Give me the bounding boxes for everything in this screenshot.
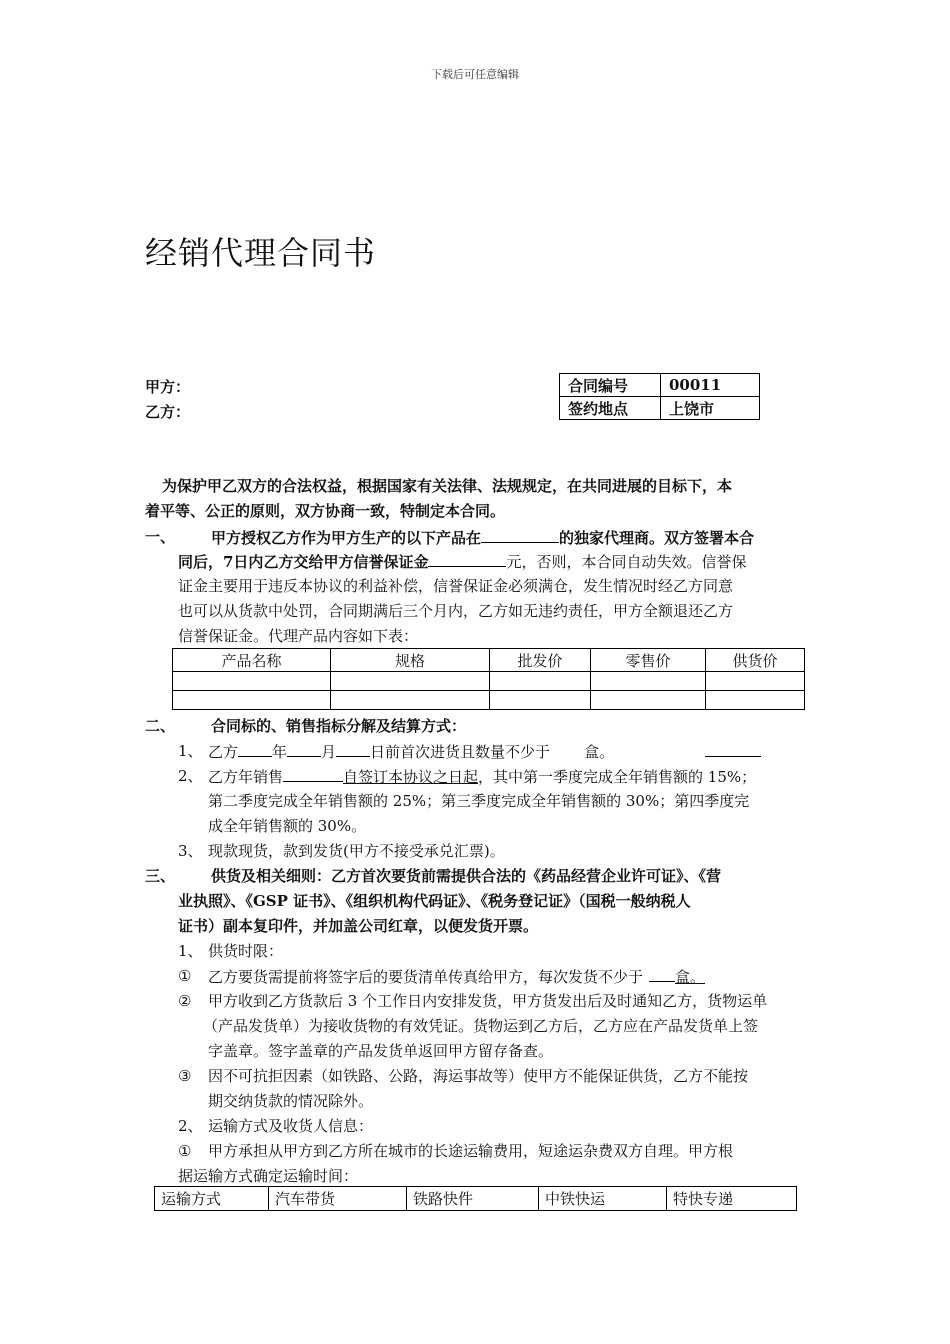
section-3-sub-1-number: 1、	[178, 942, 203, 960]
section-2-item-2-line-3: 成全年销售额的 30%。	[208, 817, 367, 835]
year-blank	[238, 741, 272, 757]
table-row	[560, 397, 760, 420]
section-3-line-2: 业执照》、《GSP 证书》、《组织机构代码证》、《税务登记证》（国税一般纳税人	[178, 892, 691, 910]
table-row	[173, 691, 805, 710]
region-blank	[481, 527, 559, 543]
table-cell	[173, 691, 331, 710]
wholesale-price-header: 批发价	[490, 649, 591, 672]
transport-option-crct: 中铁快运	[539, 1187, 667, 1211]
clause-2-line-2: （产品发货单）为接收货物的有效凭证。货物运到乙方后，乙方应在产品发货单上签	[203, 1017, 759, 1035]
section-1-line-1-b: 的独家代理商。双方签署本合	[559, 529, 755, 547]
clause-3-number: ③	[178, 1067, 192, 1085]
quantity-blank	[649, 966, 675, 982]
section-1-line-2-b: 元，否则，本合同自动失效。信誉保	[506, 553, 747, 571]
clause-1-unit: 盒。	[675, 968, 706, 986]
clause-2-line-1: 甲方收到乙方货款后 3 个工作日内安排发货，甲方货发出后及时通知乙方，货物运单	[208, 992, 768, 1010]
clause-3-line-1: 因不可抗拒因素（如铁路、公路，海运事故等）使甲方不能保证供货，乙方不能按	[208, 1067, 749, 1085]
item-1-text-a: 乙方	[208, 743, 239, 761]
deposit-blank	[428, 551, 506, 567]
table-cell	[331, 691, 490, 710]
table-header-row	[173, 649, 805, 672]
clause-3-line-2: 期交纳货款的情况除外。	[208, 1092, 374, 1110]
section-2-item-1	[208, 741, 614, 762]
item-1-text-d: 日前首次进货且数量不少于	[370, 743, 551, 761]
section-2-item-1-number: 1、	[178, 742, 203, 760]
table-row	[173, 672, 805, 691]
item-2-text-a: 乙方年销售	[208, 768, 284, 786]
item-2-text-b: ，其中第一季度完成全年销售额的 15%；	[478, 768, 757, 786]
section-1-line-3: 证金主要用于违反本协议的利益补偿，信誉保证金必须满仓，发生情况时经乙方同意	[178, 577, 734, 595]
clause-1-text: 乙方要货需提前将签字后的要货清单传真给甲方，每次发货不少于	[208, 968, 644, 986]
document-title: 经销代理合同书	[145, 234, 377, 272]
party-a-label: 甲方：	[145, 378, 191, 396]
clause-1-number: ①	[178, 967, 192, 985]
section-1-line-5: 信誉保证金。代理产品内容如下表：	[178, 627, 419, 645]
spec-header: 规格	[331, 649, 490, 672]
section-3-line-3: 证书）副本复印件，并加盖公司红章，以便发货开票。	[178, 917, 539, 935]
clause-1	[208, 966, 705, 987]
clause-d1-line-1: 甲方承担从甲方到乙方所在城市的长途运输费用，短途运杂费双方自理。甲方根	[208, 1142, 734, 1160]
table-cell	[591, 672, 706, 691]
clause-d1-number: ①	[178, 1142, 192, 1160]
section-3-sub-1: 供货时限：	[208, 942, 284, 960]
transport-option-rail-express: 铁路快件	[407, 1187, 539, 1211]
day-blank	[336, 741, 370, 757]
transport-table	[154, 1186, 797, 1211]
supply-price-header: 供货价	[706, 649, 805, 672]
transport-option-ems: 特快专递	[667, 1187, 797, 1211]
contract-number-value: 00011	[661, 374, 760, 397]
table-cell	[331, 672, 490, 691]
section-2-title: 合同标的、销售指标分解及结算方式：	[211, 717, 467, 735]
section-1-line-1	[211, 527, 754, 548]
item-1-trailing-blank	[705, 741, 761, 762]
section-2-item-2-line-2: 第二季度完成全年销售额的 25%；第三季度完成全年销售额的 30%；第四季度完	[208, 792, 750, 810]
table-cell	[490, 691, 591, 710]
table-cell	[173, 672, 331, 691]
table-cell	[706, 691, 805, 710]
section-2-item-3: 现款现货，款到发货(甲方不接受承兑汇票)。	[208, 842, 505, 860]
product-table	[172, 648, 805, 710]
item-1-text-e: 盒。	[584, 743, 615, 761]
signing-place-label: 签约地点	[560, 397, 661, 420]
table-cell	[490, 672, 591, 691]
table-row	[560, 374, 760, 397]
section-1-line-4: 也可以从货款中处罚，合同期满后三个月内，乙方如无违约责任，甲方全额退还乙方	[178, 602, 734, 620]
table-row	[155, 1187, 797, 1211]
transport-option-truck: 汽车带货	[269, 1187, 407, 1211]
header-note: 下载后可任意编辑	[431, 68, 519, 81]
retail-price-header: 零售价	[591, 649, 706, 672]
month-blank	[287, 741, 321, 757]
item-1-text-c: 月	[321, 743, 337, 761]
clause-d1-line-2: 据运输方式确定运输时间：	[178, 1167, 359, 1185]
section-2-number: 二、	[145, 717, 176, 735]
intro-line-1: 为保护甲乙双方的合法权益，根据国家有关法律、法规规定，在共同进展的目标下，本	[162, 477, 733, 495]
sales-blank	[283, 766, 343, 782]
section-1-line-2-a: 同后，7日内乙方交给甲方信誉保证金	[178, 553, 429, 571]
item-2-underlined: 自签订本协议之日起	[343, 768, 479, 786]
section-1-line-2	[178, 551, 746, 572]
section-3-number: 三、	[145, 867, 176, 885]
section-2-item-2-number: 2、	[178, 767, 203, 785]
item-1-text-b: 年	[272, 743, 288, 761]
intro-line-2: 着平等、公正的原则，双方协商一致，特制定本合同。	[145, 502, 506, 520]
section-2-item-3-number: 3、	[178, 842, 203, 860]
signing-place-value: 上饶市	[661, 397, 760, 420]
table-cell	[706, 672, 805, 691]
clause-2-line-3: 字盖章。签字盖章的产品发货单返回甲方留存备查。	[208, 1042, 554, 1060]
section-2-item-2	[208, 766, 756, 787]
section-3-sub-2: 运输方式及收货人信息：	[208, 1117, 374, 1135]
section-3-sub-2-number: 2、	[178, 1117, 203, 1135]
party-b-label: 乙方：	[145, 403, 191, 421]
section-3-line-1: 供货及相关细则：乙方首次要货前需提供合法的《药品经营企业许可证》、《营	[211, 867, 722, 885]
section-1-number: 一、	[145, 528, 176, 546]
transport-method-label: 运输方式	[155, 1187, 269, 1211]
contract-number-label: 合同编号	[560, 374, 661, 397]
region-blank	[705, 741, 761, 757]
table-cell	[591, 691, 706, 710]
clause-2-number: ②	[178, 992, 192, 1010]
product-name-header: 产品名称	[173, 649, 331, 672]
section-1-line-1-a: 甲方授权乙方作为甲方生产的以下产品在	[211, 529, 482, 547]
contract-meta-table	[559, 373, 760, 420]
